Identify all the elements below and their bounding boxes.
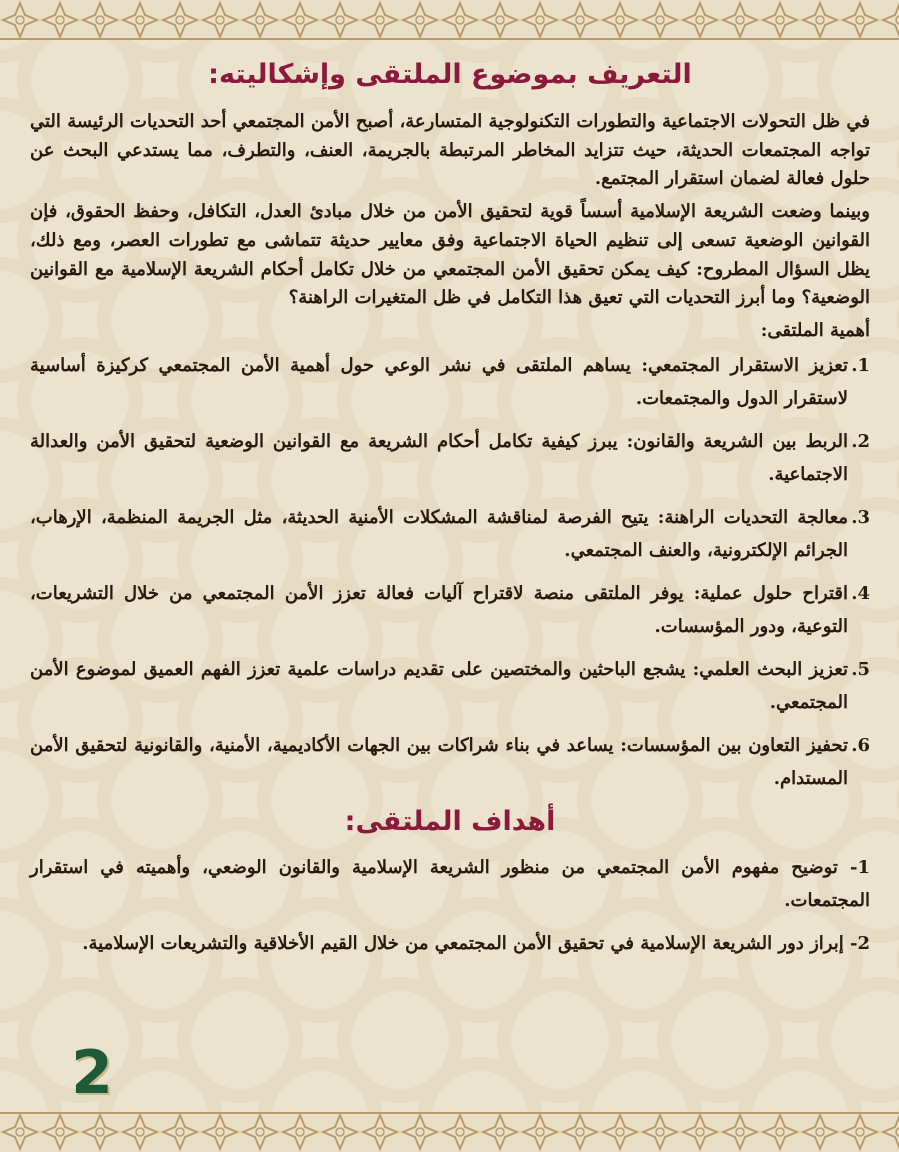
goal-item-1: 1- توضيح مفهوم الأمن المجتمعي من منظور الشريعة الإسلامية والقانون الوضعي، وأهميته في استقرار المجتمعات. [30, 856, 870, 911]
item-number: 4. [851, 582, 870, 604]
goals-heading: أهداف الملتقى: [344, 805, 556, 837]
item-number: 2. [851, 430, 870, 452]
intro-paragraph-2: وبينما وضعت الشريعة الإسلامية أسساً قوية لتحقيق الأمن من خلال مبادئ العدل، التكافل، وحفظ الحقوق، فإن القوانين الوضعية تسعى إلى تنظيم الحياة الاجتماعية وفق معايير حديثة تتماشى مع تطورات العصر، ومع ذلك، يظل السؤال المطروح: كيف يمكن تحقيق الأمن المجتمعي من خلال تكامل أحكام الشريعة الإسلامية مع القوانين الوضعية؟ وما أبرز التحديات التي تعيق هذا التكامل في ظل المتغيرات الراهنة؟ [30, 201, 871, 309]
importance-item-5 [30, 653, 870, 719]
importance-item-1 [30, 349, 870, 415]
importance-item-2 [30, 425, 870, 491]
intro-heading: التعريف بموضوع الملتقى وإشكاليته: [208, 59, 692, 90]
item-text: اقتراح حلول عملية: يوفر الملتقى منصة لاقتراح آليات فعالة تعزز الأمن المجتمعي من خلال التشريعات، التوعية، ودور المؤسسات. [30, 582, 848, 637]
intro-paragraph-1: في ظل التحولات الاجتماعية والتطورات التكنولوجية المتسارعة، أصبح الأمن المجتمعي أحد التحديات الرئيسة التي تواجه المجتمعات الحديثة، حيث تتزايد المخاطر المرتبطة بالجريمة، العنف، والتطرف، مما يستدعي البحث عن حلول فعالة لضمان استقرار المجتمع. [30, 111, 870, 190]
bottom-ornament-border [0, 1112, 899, 1152]
item-text: تعزيز البحث العلمي: يشجع الباحثين والمختصين على تقديم دراسات علمية تعزز الفهم العميق لموضوع الأمن المجتمعي. [30, 658, 848, 713]
item-text: الربط بين الشريعة والقانون: يبرز كيفية تكامل أحكام الشريعة مع القوانين الوضعية لتحقيق الأمن والعدالة الاجتماعية. [30, 430, 848, 485]
document-body [30, 58, 870, 970]
importance-item-6 [30, 729, 870, 795]
importance-item-4 [30, 577, 870, 643]
item-text: معالجة التحديات الراهنة: يتيح الفرصة لمناقشة المشكلات الأمنية الحديثة، مثل الجريمة المنظمة، الإرهاب، الجرائم الإلكترونية، والعنف المجتمعي. [30, 506, 848, 561]
top-ornament-border [0, 0, 899, 40]
item-text: تعزيز الاستقرار المجتمعي: يساهم الملتقى في نشر الوعي حول أهمية الأمن المجتمعي كركيزة أساسية لاستقرار الدول والمجتمعات. [30, 354, 848, 409]
goal-item-2: 2- إبراز دور الشريعة الإسلامية في تحقيق الأمن المجتمعي من خلال القيم الأخلاقية والتشريعات الإسلامية. [82, 932, 870, 954]
item-number: 6. [851, 734, 870, 756]
item-number: 3. [851, 506, 870, 528]
page-number: 2 [71, 1038, 113, 1108]
importance-item-3 [30, 501, 870, 567]
item-number: 1. [851, 354, 870, 376]
item-number: 5. [851, 658, 870, 680]
item-text: تحفيز التعاون بين المؤسسات: يساعد في بناء شراكات بين الجهات الأكاديمية، الأمنية، والقانونية لتحقيق الأمن المستدام. [30, 734, 848, 789]
importance-label: أهمية الملتقى: [760, 319, 870, 341]
